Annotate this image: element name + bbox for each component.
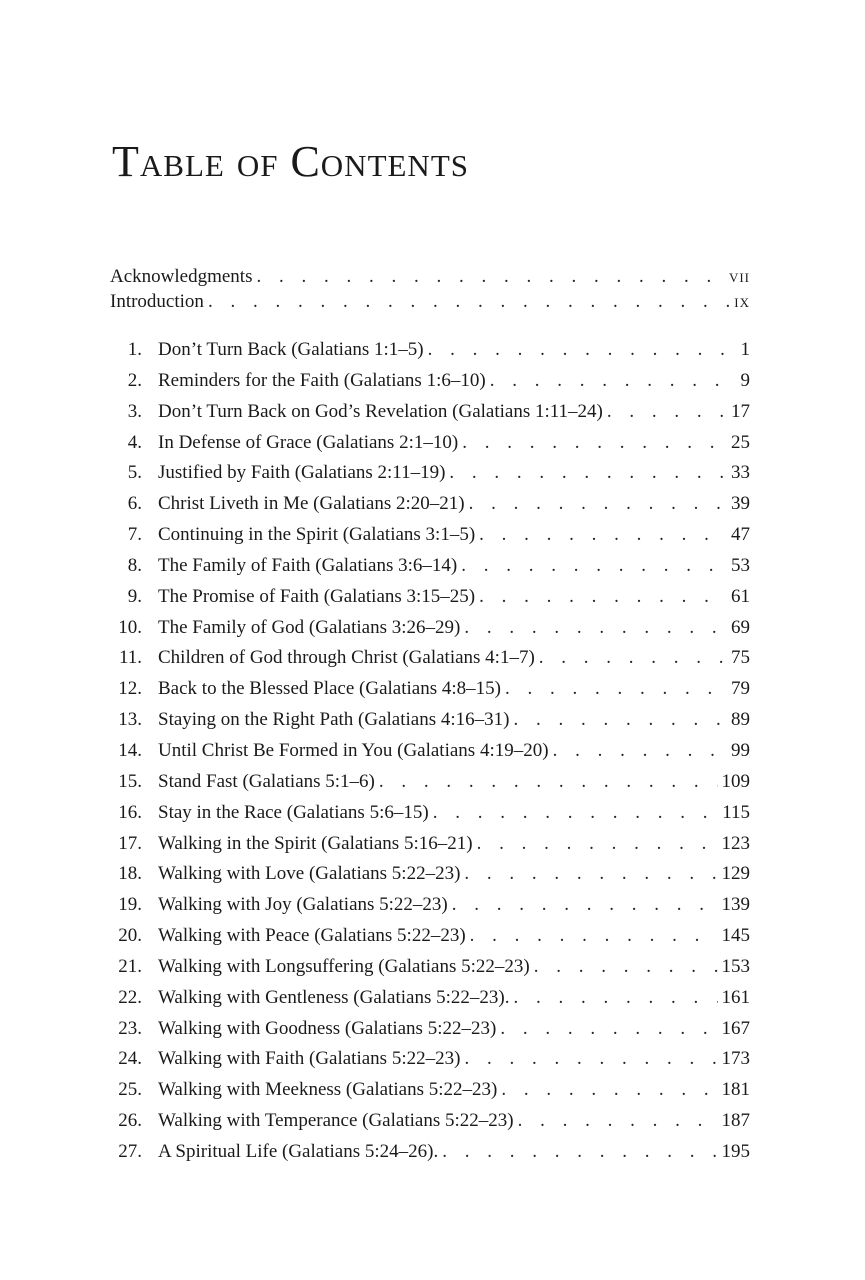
toc-entry-chapter[interactable] — [110, 709, 750, 740]
chapter-title: Stand Fast (Galatians 5:1–6) — [158, 770, 375, 792]
chapter-number: 17. — [118, 832, 142, 854]
dot-leader — [461, 555, 727, 577]
toc-entry-chapter[interactable] — [110, 1079, 750, 1110]
dot-leader — [490, 370, 732, 392]
chapter-number: 26. — [118, 1110, 142, 1132]
chapter-title: Staying on the Right Path (Galatians 4:16–31) — [158, 709, 510, 731]
dot-leader — [433, 802, 719, 824]
page-title: Table of Contents — [112, 137, 469, 186]
dot-leader — [462, 432, 727, 454]
chapter-title: Walking in the Spirit (Galatians 5:16–21) — [158, 832, 473, 854]
chapter-number: 4. — [127, 431, 142, 453]
chapter-number: 27. — [118, 1140, 142, 1162]
toc-entry-chapter[interactable] — [110, 1110, 750, 1141]
chapter-page: 173 — [721, 1048, 750, 1070]
chapter-number: 11. — [118, 647, 142, 669]
toc-entry-title: Introduction — [110, 291, 204, 312]
dot-leader — [518, 1110, 718, 1132]
chapter-number: 19. — [118, 894, 142, 916]
toc-entry-chapter[interactable] — [110, 863, 750, 894]
chapter-title: Walking with Faith (Galatians 5:22–23) — [158, 1048, 461, 1070]
toc-entry-chapter[interactable] — [110, 370, 750, 401]
chapter-page: 53 — [731, 554, 750, 576]
chapter-number: 25. — [118, 1079, 142, 1101]
chapter-title: The Family of Faith (Galatians 3:6–14) — [158, 554, 458, 576]
chapter-number: 12. — [118, 678, 142, 700]
toc-entry-chapter[interactable] — [110, 894, 750, 925]
chapter-page: 129 — [721, 863, 750, 885]
dot-leader — [256, 266, 724, 288]
chapter-number: 3. — [127, 400, 142, 422]
dot-leader — [505, 678, 727, 700]
dot-leader — [477, 833, 718, 855]
chapter-title: Don’t Turn Back on God’s Revelation (Galatians 1:11–24) — [158, 400, 603, 422]
toc-entry-chapter[interactable] — [110, 493, 750, 524]
chapter-page: 39 — [731, 493, 750, 515]
chapter-page: 61 — [731, 585, 750, 607]
toc-entry-title: Acknowledgments — [110, 266, 253, 287]
dot-leader — [464, 1048, 717, 1070]
toc-entry-chapter[interactable] — [110, 771, 750, 802]
chapter-title: Children of God through Christ (Galatians 4:1–7) — [158, 647, 535, 669]
chapter-title: Christ Liveth in Me (Galatians 2:20–21) — [158, 493, 465, 515]
chapter-title: Walking with Joy (Galatians 5:22–23) — [158, 894, 448, 916]
toc-entry-chapter[interactable] — [110, 617, 750, 648]
chapter-title: Walking with Meekness (Galatians 5:22–23) — [158, 1079, 498, 1101]
chapter-title: Reminders for the Faith (Galatians 1:6–10) — [158, 369, 486, 391]
chapter-page: 79 — [731, 678, 750, 700]
chapter-title: Walking with Temperance (Galatians 5:22–23) — [158, 1110, 514, 1132]
dot-leader — [379, 771, 718, 793]
toc-entry-chapter[interactable] — [110, 956, 750, 987]
chapter-number: 18. — [118, 863, 142, 885]
toc-entry-chapter[interactable] — [110, 586, 750, 617]
toc-entry-chapter[interactable] — [110, 833, 750, 864]
dot-leader — [479, 586, 727, 608]
chapter-number: 16. — [118, 801, 142, 823]
chapter-page: 109 — [721, 770, 750, 792]
toc-entry-front[interactable] — [110, 266, 750, 291]
chapter-title: Until Christ Be Formed in You (Galatians 4:19–20) — [158, 739, 549, 761]
dot-leader — [501, 1079, 717, 1101]
dot-leader — [513, 709, 727, 731]
toc-entry-front[interactable] — [110, 291, 750, 316]
chapter-page: 75 — [731, 647, 750, 669]
chapter-title: The Family of God (Galatians 3:26–29) — [158, 616, 461, 638]
toc-entry-chapter[interactable] — [110, 432, 750, 463]
chapter-number: 13. — [118, 709, 142, 731]
front-matter-list — [110, 266, 750, 316]
chapter-page: 153 — [721, 955, 750, 977]
chapter-page: 17 — [731, 400, 750, 422]
chapter-title: Walking with Peace (Galatians 5:22–23) — [158, 925, 466, 947]
toc-entry-chapter[interactable] — [110, 740, 750, 771]
toc-entry-page: vii — [728, 266, 750, 287]
dot-leader — [428, 339, 732, 361]
toc-entry-chapter[interactable] — [110, 1141, 750, 1172]
chapter-title: Walking with Love (Galatians 5:22–23) — [158, 863, 461, 885]
chapter-number: 21. — [118, 955, 142, 977]
chapter-title: Continuing in the Spirit (Galatians 3:1–5) — [158, 524, 476, 546]
chapter-page: 115 — [722, 801, 750, 823]
chapter-number: 24. — [118, 1048, 142, 1070]
toc-entry-chapter[interactable] — [110, 1018, 750, 1049]
dot-leader — [553, 740, 727, 762]
chapter-page: 187 — [721, 1110, 750, 1132]
dot-leader — [607, 401, 727, 423]
chapter-title: In Defense of Grace (Galatians 2:1–10) — [158, 431, 459, 453]
toc-entry-chapter[interactable] — [110, 462, 750, 493]
chapter-number: 15. — [118, 770, 142, 792]
toc-entry-page: ix — [734, 291, 750, 312]
toc-entry-chapter[interactable] — [110, 987, 750, 1018]
chapter-number: 6. — [127, 493, 142, 515]
chapter-number: 22. — [118, 986, 142, 1008]
dot-leader — [452, 894, 718, 916]
chapter-number: 1. — [127, 339, 142, 360]
chapter-number: 2. — [127, 369, 142, 391]
dot-leader — [539, 647, 727, 669]
dot-leader — [464, 617, 727, 639]
dot-leader — [479, 524, 727, 546]
chapter-title: Walking with Goodness (Galatians 5:22–23) — [158, 1017, 497, 1039]
chapter-page: 181 — [721, 1079, 750, 1101]
dot-leader — [442, 1141, 717, 1163]
chapter-number: 20. — [118, 925, 142, 947]
chapter-page: 139 — [721, 894, 750, 916]
dot-leader — [449, 462, 727, 484]
chapter-page: 89 — [731, 709, 750, 731]
chapter-title: Walking with Longsuffering (Galatians 5:22–23) — [158, 955, 530, 977]
dot-leader — [513, 987, 717, 1009]
toc-entry-chapter[interactable] — [110, 1048, 750, 1079]
chapter-page: 33 — [731, 462, 750, 484]
chapter-title: Stay in the Race (Galatians 5:6–15) — [158, 801, 429, 823]
toc-entry-chapter[interactable] — [110, 925, 750, 956]
chapter-number: 10. — [118, 616, 142, 638]
chapter-page: 69 — [731, 616, 750, 638]
chapter-list — [110, 339, 750, 1172]
chapter-page: 145 — [721, 925, 750, 947]
toc-entry-chapter[interactable] — [110, 524, 750, 555]
dot-leader — [500, 1018, 717, 1040]
chapter-title: Back to the Blessed Place (Galatians 4:8–15) — [158, 678, 501, 700]
chapter-page: 47 — [731, 524, 750, 546]
toc-entry-chapter[interactable] — [110, 678, 750, 709]
toc-entry-chapter[interactable] — [110, 339, 750, 370]
dot-leader — [464, 863, 717, 885]
toc-entry-chapter[interactable] — [110, 555, 750, 586]
chapter-title: Walking with Gentleness (Galatians 5:22–23). — [158, 986, 510, 1008]
chapter-title: The Promise of Faith (Galatians 3:15–25) — [158, 585, 476, 607]
chapter-title: A Spiritual Life (Galatians 5:24–26). — [158, 1140, 439, 1162]
dot-leader — [470, 925, 718, 947]
toc-entry-chapter[interactable] — [110, 401, 750, 432]
toc-entry-chapter[interactable] — [110, 647, 750, 678]
chapter-title: Justified by Faith (Galatians 2:11–19) — [158, 462, 446, 484]
chapter-number: 7. — [127, 524, 142, 546]
dot-leader — [534, 956, 718, 978]
chapter-page: 123 — [721, 832, 750, 854]
chapter-title: Don’t Turn Back (Galatians 1:1–5) — [158, 339, 424, 360]
chapter-number: 8. — [127, 554, 142, 576]
chapter-page: 195 — [721, 1140, 750, 1162]
dot-leader — [208, 291, 730, 313]
chapter-page: 1 — [740, 339, 750, 360]
dot-leader — [469, 493, 727, 515]
chapter-page: 167 — [721, 1017, 750, 1039]
chapter-page: 161 — [721, 986, 750, 1008]
chapter-page: 25 — [731, 431, 750, 453]
chapter-page: 99 — [731, 739, 750, 761]
chapter-number: 14. — [118, 739, 142, 761]
chapter-number: 9. — [127, 585, 142, 607]
toc-entry-chapter[interactable] — [110, 802, 750, 833]
chapter-number: 5. — [127, 462, 142, 484]
chapter-page: 9 — [740, 369, 750, 391]
chapter-number: 23. — [118, 1017, 142, 1039]
